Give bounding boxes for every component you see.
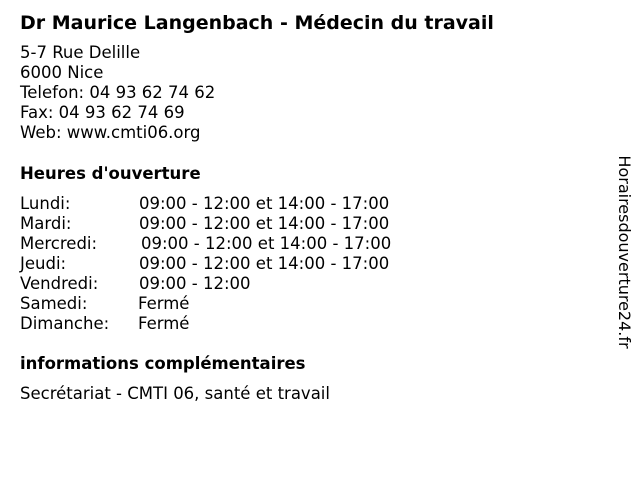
site-watermark: Horairesdouverture24.fr (615, 155, 634, 349)
hours-time: 09:00 - 12:00 et 14:00 - 17:00 (141, 234, 392, 253)
page-title: Dr Maurice Langenbach - Médecin du travail (20, 12, 494, 34)
address-phone: Telefon: 04 93 62 74 62 (20, 83, 216, 102)
hours-day: Dimanche: (20, 314, 110, 333)
address-block (20, 43, 215, 143)
address-street: 5-7 Rue Delille (20, 43, 141, 62)
hours-day: Lundi: (20, 194, 71, 213)
hours-time: 09:00 - 12:00 (139, 274, 251, 293)
hours-time: 09:00 - 12:00 et 14:00 - 17:00 (139, 194, 390, 213)
hours-day: Samedi: (20, 294, 88, 313)
hours-time: Fermé (138, 314, 190, 333)
additional-info-heading: informations complémentaires (20, 354, 306, 373)
hours-time: 09:00 - 12:00 et 14:00 - 17:00 (139, 254, 390, 273)
address-web: Web: www.cmti06.org (20, 123, 201, 142)
hours-day: Mercredi: (20, 234, 98, 253)
address-fax: Fax: 04 93 62 74 69 (20, 103, 185, 122)
address-city: 6000 Nice (20, 63, 104, 82)
hours-day: Vendredi: (20, 274, 99, 293)
hours-day: Jeudi: (20, 254, 67, 273)
hours-day: Mardi: (20, 214, 72, 233)
hours-time: Fermé (138, 294, 190, 313)
additional-info-text: Secrétariat - CMTI 06, santé et travail (20, 384, 330, 403)
hours-time: 09:00 - 12:00 et 14:00 - 17:00 (139, 214, 390, 233)
opening-hours-heading: Heures d'ouverture (20, 164, 201, 183)
